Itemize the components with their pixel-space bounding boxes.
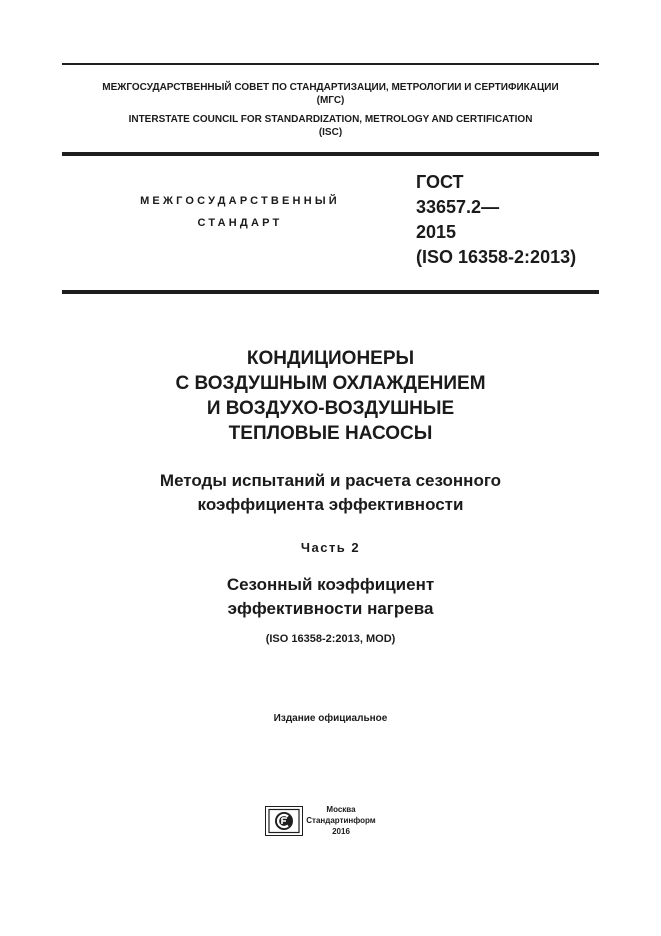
- council-ru-abbr: (МГС): [316, 95, 345, 106]
- designation-rule: [62, 290, 599, 294]
- gost-designation: [416, 170, 616, 270]
- subtitle-line1: Методы испытаний и расчета сезонного: [159, 471, 502, 490]
- publisher-year: 2016: [332, 827, 350, 836]
- council-en-name: INTERSTATE COUNCIL FOR STANDARDIZATION, METROLOGY AND CERTIFICATION: [128, 114, 533, 125]
- part-title-line2: эффективности нагрева: [227, 599, 434, 618]
- council-header-en: [62, 113, 599, 139]
- publisher-city: Москва: [326, 805, 356, 814]
- title-line1: КОНДИЦИОНЕРЫ: [246, 348, 415, 369]
- standard-label: [70, 190, 410, 234]
- standard-label-line1: МЕЖГОСУДАРСТВЕННЫЙ: [140, 195, 340, 207]
- council-ru-name: МЕЖГОСУДАРСТВЕННЫЙ СОВЕТ ПО СТАНДАРТИЗАЦИИ, МЕТРОЛОГИИ И СЕРТИФИКАЦИИ: [102, 82, 559, 93]
- gost-designation-line4: (ISO 16358-2:2013): [416, 247, 577, 267]
- part-title-line1: Сезонный коэффициент: [226, 575, 435, 594]
- publisher-name: Стандартинформ: [306, 816, 376, 825]
- title-line3: И ВОЗДУХО-ВОЗДУШНЫЕ: [206, 398, 455, 419]
- gost-designation-line3: 2015: [416, 222, 457, 242]
- council-header-ru: [62, 81, 599, 107]
- subtitle-line2: коэффициента эффективности: [197, 495, 464, 514]
- edition-note: Издание официальное: [273, 713, 388, 724]
- part-title: [62, 573, 599, 621]
- standard-label-line2: СТАНДАРТ: [197, 217, 283, 229]
- publisher-imprint: [306, 804, 376, 837]
- gost-designation-line1: ГОСТ: [416, 172, 464, 192]
- gost-designation-line2: 33657.2—: [416, 197, 500, 217]
- document-subtitle: [62, 469, 599, 517]
- top-rule: [62, 63, 599, 65]
- standartinform-logo-icon: [265, 806, 303, 836]
- council-en-abbr: (ISC): [318, 127, 343, 138]
- iso-reference: (ISO 16358-2:2013, MOD): [265, 633, 396, 645]
- title-line2: С ВОЗДУШНЫМ ОХЛАЖДЕНИЕМ: [175, 373, 486, 394]
- header-rule: [62, 152, 599, 156]
- document-title: [62, 346, 599, 446]
- part-label: Часть 2: [300, 540, 361, 555]
- title-line4: ТЕПЛОВЫЕ НАСОСЫ: [228, 423, 433, 444]
